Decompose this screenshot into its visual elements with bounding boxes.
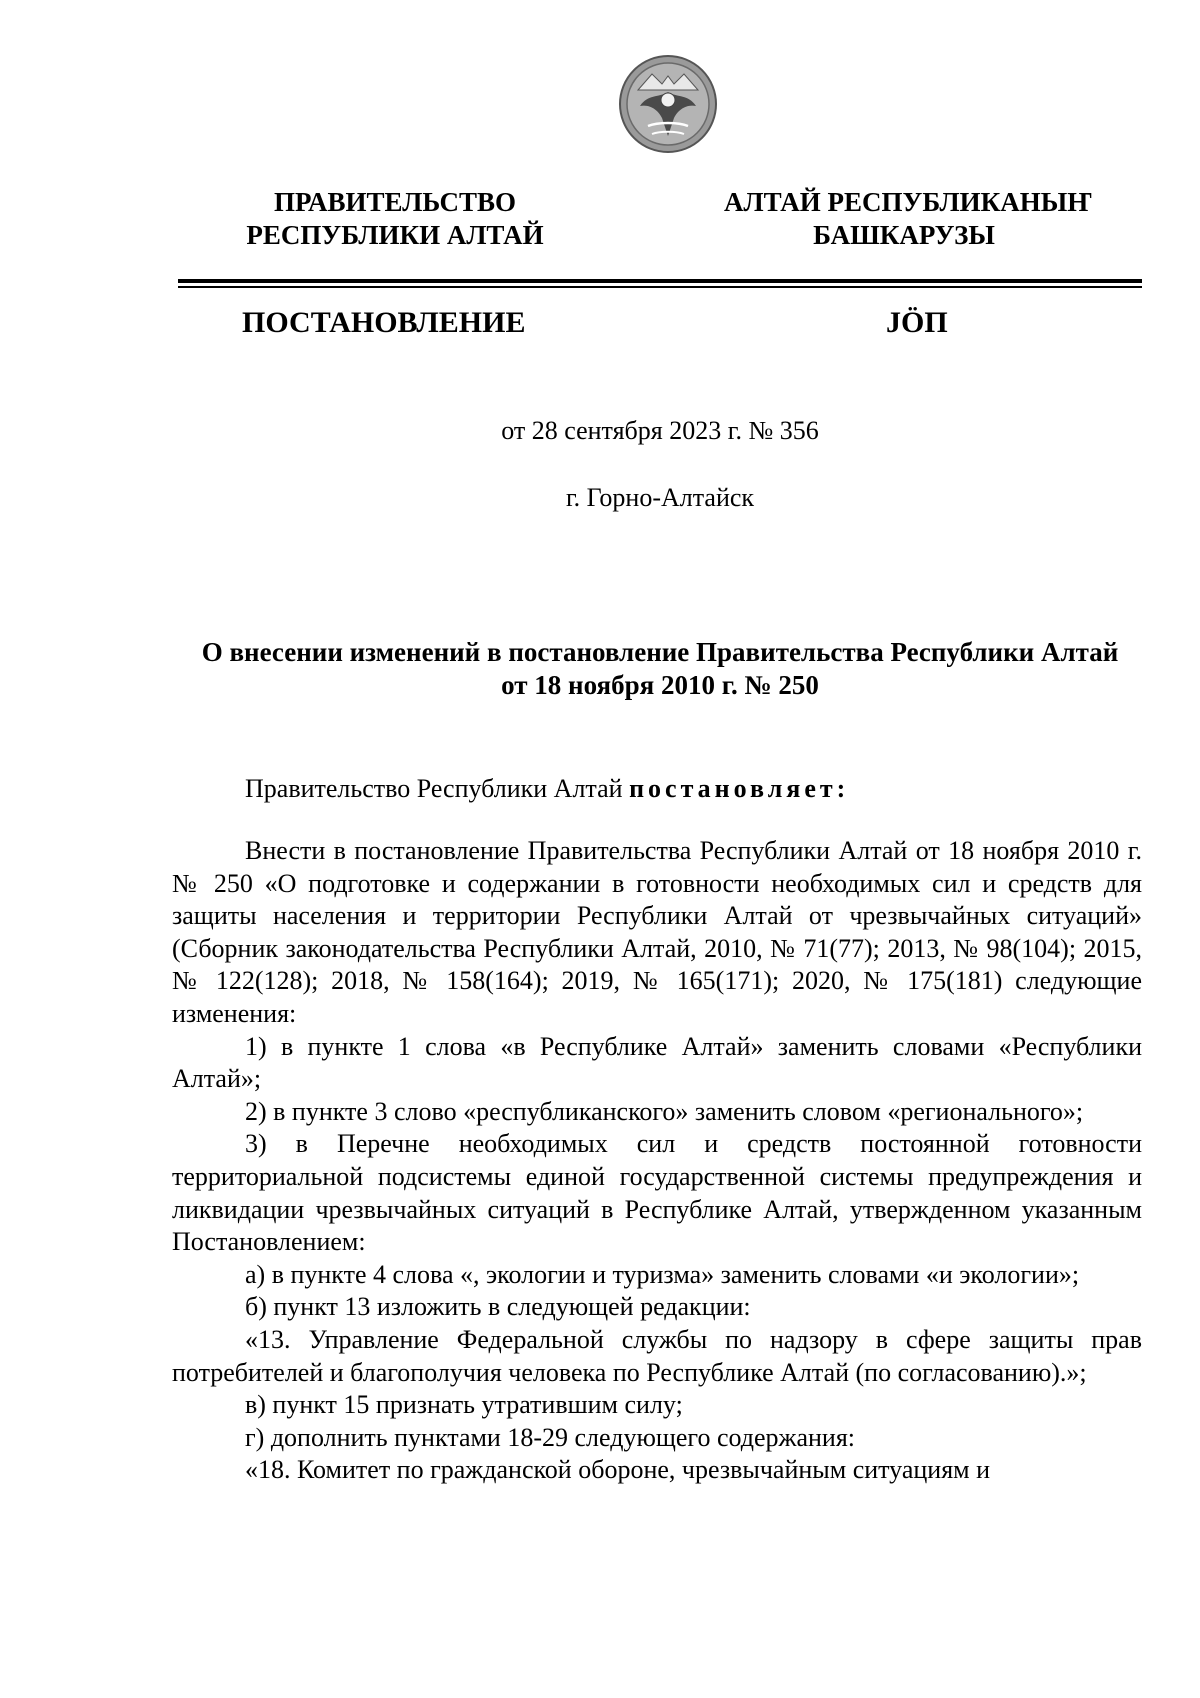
paragraph: «18. Комитет по гражданской обороне, чрезвычайным ситуациям и [245, 1455, 991, 1485]
paragraph: 1) в пункте 1 слова «в Республике Алтай» заменить словами «Республики Алтай»; [172, 1031, 1142, 1094]
coat-of-arms-icon [618, 54, 718, 154]
paragraph: б) пункт 13 изложить в следующей редакции: [245, 1292, 751, 1322]
paragraph: в) пункт 15 признать утратившим силу; [245, 1390, 683, 1420]
issuer-altai-line2: БАШКАРУЗЫ [813, 220, 995, 250]
header-rule-thin [178, 286, 1142, 288]
resolves-line [245, 774, 849, 804]
doc-type-russian: ПОСТАНОВЛЕНИЕ [242, 306, 526, 339]
resolves-verb: постановляет: [629, 774, 850, 803]
document-title [178, 636, 1142, 702]
issuer-russian-line1: ПРАВИТЕЛЬСТВО [273, 187, 517, 217]
paragraph: Внести в постановление Правительства Республики Алтай от 18 ноября 2010 г. № 250 «О подготовке и содержании в готовности необходимых сил и средств для защиты населения и территории Республики Алтай от чрезвычайных ситуаций» (Сборник законодательства Республики Алтай, 2010, № 71(77); 2013, № 98(104); 2015, № 122(128); 2018, № 158(164); 2019, № 165(171); 2020, № 175(181) следующие изменения: [172, 836, 1142, 1028]
paragraph: г) дополнить пунктами 18-29 следующего содержания: [245, 1422, 856, 1452]
issuer-russian [215, 186, 575, 252]
paragraph: 2) в пункте 3 слово «республиканского» заменить словом «регионального»; [245, 1096, 1084, 1126]
issuer-russian-line2: РЕСПУБЛИКИ АЛТАЙ [246, 220, 544, 250]
paragraph: 3) в Перечне необходимых сил и средств постоянной готовности территориальной подсистемы единой государственной системы предупреждения и ликвидации чрезвычайных ситуаций в Республике Алтай, утвержденном указанным Постановлением: [172, 1129, 1142, 1257]
date-number-line: от 28 сентября 2023 г. № 356 [501, 416, 819, 445]
paragraph: «13. Управление Федеральной службы по надзору в сфере защиты прав потребителей и благополучия человека по Республике Алтай (по согласованию).»; [172, 1324, 1142, 1387]
resolves-lead: Правительство Республики Алтай [245, 774, 630, 803]
title-line1: О внесении изменений в постановление Правительства Республики Алтай [201, 637, 1119, 667]
doc-type-altai: JӦП [886, 306, 948, 339]
title-line2: от 18 ноября 2010 г. № 250 [501, 670, 819, 700]
issuer-altai-line1: АЛТАЙ РЕСПУБЛИКАНЫҤ [724, 187, 1093, 217]
issuer-altai [724, 186, 1093, 252]
city-line: г. Горно-Алтайск [565, 483, 755, 512]
header-rule-thick [178, 279, 1142, 283]
paragraph: а) в пункте 4 слова «, экологии и туризма» заменить словами «и экологии»; [245, 1259, 1080, 1289]
document-body [172, 835, 1142, 1487]
